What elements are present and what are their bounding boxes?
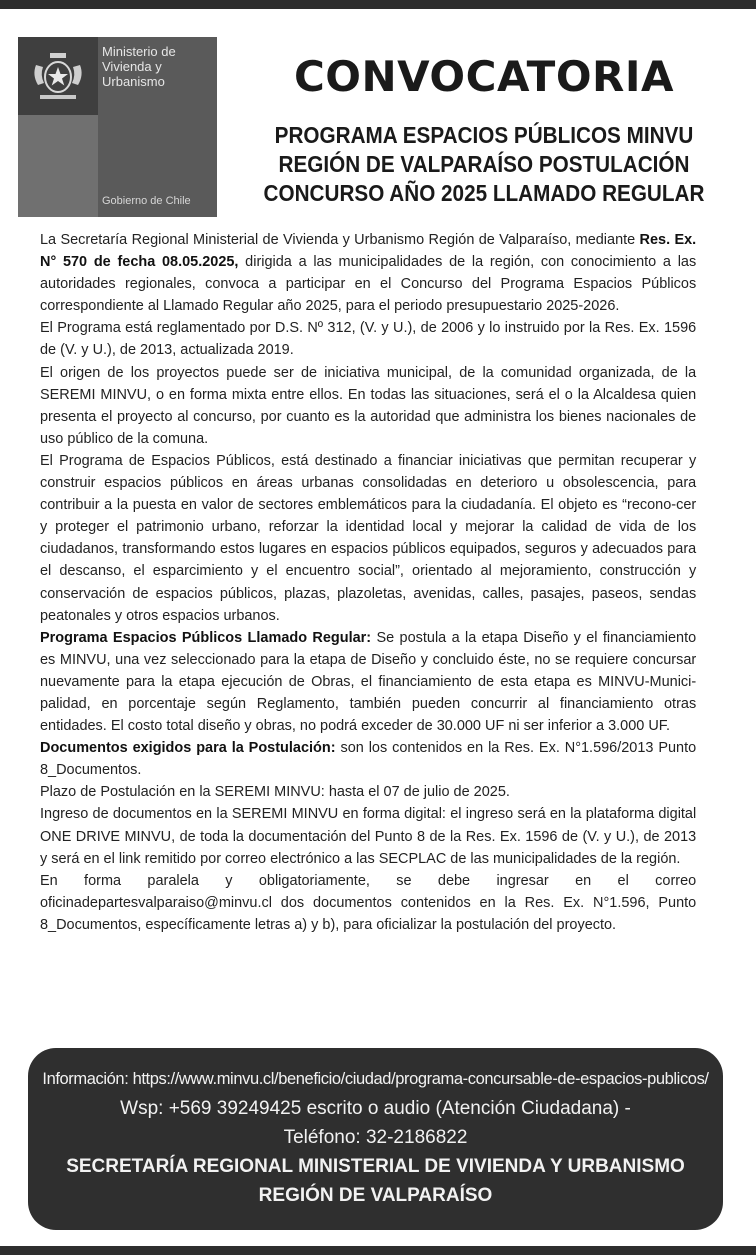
- contact-info-box: [28, 1048, 723, 1230]
- paragraph-regular-call: [40, 627, 696, 737]
- paragraph-heading: Programa Espacios Públicos Llamado Regular:: [40, 628, 372, 646]
- paragraph-text: La Secretaría Regional Ministerial de Vivienda y Urbanismo Región de Valparaíso, mediante: [40, 231, 640, 248]
- subtitle-line: PROGRAMA ESPACIOS PÚBLICOS MINVU: [274, 122, 694, 148]
- ministry-logo: [18, 37, 217, 217]
- coat-of-arms: [18, 37, 98, 115]
- subtitle-line: REGIÓN DE VALPARAÍSO POSTULACIÓN: [278, 151, 690, 177]
- paragraph-origin: El origen de los proyectos puede ser de iniciativa municipal, de la comunidad organizada, de la SEREMI MINVU, o en forma mixta entre ellos. En todas las situaciones, será el o la Alcaldesa quien presenta el proyecto al concurso, por cuanto es la autoridad que administra los bienes nacionales de uso público de la comuna.: [40, 363, 697, 447]
- info-secretariat: SECRETARÍA REGIONAL MINISTERIAL DE VIVIENDA Y URBANISMO: [66, 1156, 685, 1177]
- logo-footer: Gobierno de Chile: [102, 195, 191, 207]
- logo-text-line: Vivienda y: [102, 59, 162, 74]
- page-title: CONVOCATORIA: [293, 52, 675, 101]
- top-border-bar: [0, 0, 756, 9]
- paragraph-heading: Documentos exigidos para la Postulación:: [40, 739, 336, 757]
- subtitle: [257, 121, 711, 208]
- paragraph-email-submission: En forma paralela y obligatoriamente, se debe ingresar en el correo oficinadepartesvalparaiso@minvu.cl dos documentos contenidos en la Res. Ex. N°1.596, Punto 8_Documentos, específicamente letras a) y b), para oficializar la postulación del proyecto.: [40, 871, 697, 933]
- info-phone: Teléfono: 32-2186822: [283, 1127, 468, 1148]
- paragraph-digital-submission: Ingreso de documentos en la SEREMI MINVU en forma digital: el ingreso será en la plataforma digital ONE DRIVE MINVU, de toda la documentación del Punto 8 de la Res. Ex. 1596 de (V. y U.), de 2013 y será en el link remitido por correo electrónico a las SECPLAC de las municipalidades de la región.: [40, 805, 697, 867]
- paragraph-resolution: [40, 229, 696, 317]
- announcement-body: [40, 229, 696, 936]
- paragraph-text: dirigida a las municipalidades de la región, con conocimiento a las autoridades regionales, convoca a participar en el Concurso del Programa Espacios Públicos correspondiente al Llamado Regular año 2025, para el periodo presupuestario 2025-2026.: [40, 253, 697, 315]
- paragraph-regulation: El Programa está reglamentado por D.S. Nº 312, (V. y U.), de 2006 y lo instruido por la Res. Ex. 1596 de (V. y U.), de 2013, actualizada 2019.: [40, 319, 697, 359]
- bottom-border-bar: [0, 1246, 756, 1255]
- subtitle-line: CONCURSO AÑO 2025 LLAMADO REGULAR: [263, 180, 705, 206]
- logo-panel-left: [18, 115, 98, 217]
- info-region: REGIÓN DE VALPARAÍSO: [258, 1185, 493, 1206]
- info-url[interactable]: Información: https://www.minvu.cl/beneficio/ciudad/programa-concursable-de-espacios-publicos/: [42, 1070, 709, 1088]
- info-whatsapp: Wsp: +569 39249425 escrito o audio (Atención Ciudadana) -: [120, 1098, 631, 1119]
- paragraph-text: son los contenidos en la Res. Ex. N°1.596/2013 Punto 8_Documentos.: [40, 739, 697, 779]
- logo-text-line: Urbanismo: [102, 74, 165, 89]
- paragraph-text: Se postula a la etapa Diseño y el financiamiento es MINVU, una vez seleccionado para la etapa de Diseño y concluido éste, no se requiere concursar nuevamente para la etapa ejecución de Obras, el financiamiento de esta etapa es MINVU-Munici-palidad, en porcentaje según Reglamento, también pueden concurrir al financiamiento otras entidades. El costo total diseño y obras, no podrá exceder de 30.000 UF ni ser inferior a 3.000 UF.: [40, 628, 697, 735]
- paragraph-purpose: El Programa de Espacios Públicos, está destinado a financiar iniciativas que permitan recuperar y construir espacios públicos en áreas urbanas consolidadas en deterioro u obsolescencia, para contribuir a la puesta en valor de sectores emblemáticos para la ciudadanía. El objeto es “recono-cer y proteger el patrimonio urbano, reforzar la identidad local y mejorar la calidad de vida de los ciudadanos, transformando estos lugares en espacios públicos equipados, seguros y adecuados para el descanso, el esparcimiento y el encuentro social”, orientado al mejoramiento, construcción y conservación de espacios públicos, plazas, plazoletas, avenidas, calles, pasajes, paseos, sendas peatonales y otros espacios urbanos.: [40, 451, 697, 624]
- resolution-reference: Res. Ex. N° 570 de fecha 08.05.2025,: [40, 231, 697, 271]
- logo-text-line: Ministerio de: [102, 44, 176, 59]
- coat-of-arms-icon: [26, 47, 90, 105]
- paragraph-documents: [40, 737, 696, 781]
- paragraph-deadline: Plazo de Postulación en la SEREMI MINVU: hasta el 07 de julio de 2025.: [40, 783, 510, 801]
